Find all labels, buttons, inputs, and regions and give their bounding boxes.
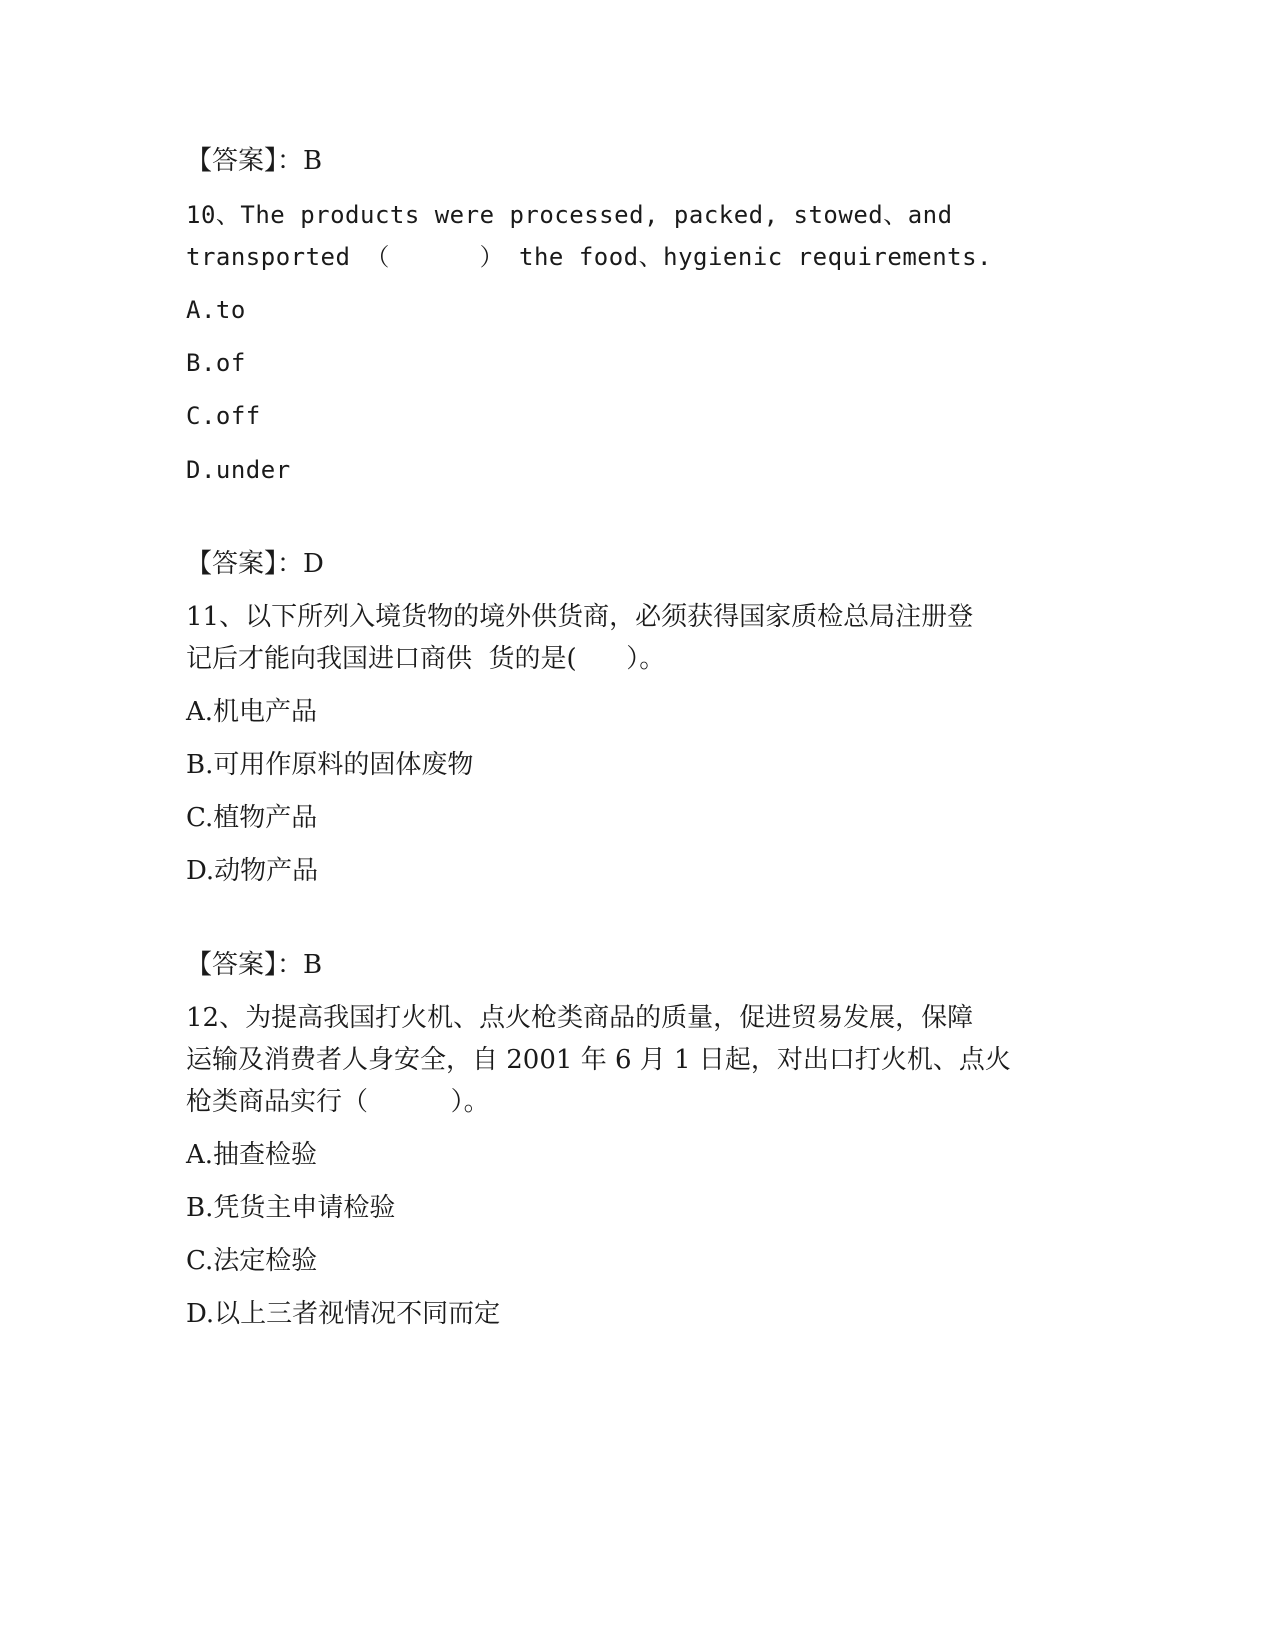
answer-value: D (303, 549, 324, 579)
question-12-option-c: C.法定检验 (186, 1246, 318, 1276)
question-12-line-2: 运输及消费者人身安全，自 2001 年 6 月 1 日起，对出口打火机、点火 (186, 1045, 1011, 1075)
answer-label: 【答案】 (186, 950, 278, 980)
answer-line-q11 (186, 948, 322, 982)
question-11-option-c: C.植物产品 (186, 803, 318, 833)
question-11-option-a: A.机电产品 (186, 697, 318, 727)
answer-line-q9 (186, 144, 322, 178)
question-12-line-1: 12、为提高我国打火机、点火枪类商品的质量，促进贸易发展，保障 (186, 1003, 974, 1033)
question-12-option-b: B.凭货主申请检验 (186, 1193, 396, 1223)
answer-line-q10 (186, 547, 324, 581)
question-11-line-2: 记后才能向我国进口商供 货的是( ）。 (186, 644, 666, 674)
answer-label: 【答案】 (186, 146, 278, 176)
answer-label: 【答案】 (186, 549, 278, 579)
answer-separator: ： (277, 950, 304, 980)
question-12-option-a: A.抽查检验 (186, 1140, 318, 1170)
answer-value: B (303, 950, 323, 980)
question-12-line-3: 枪类商品实行（ ）。 (186, 1087, 490, 1117)
question-10-option-c: C.off (186, 402, 261, 430)
answer-separator: ： (277, 146, 304, 176)
question-11-line-1: 11、以下所列入境货物的境外供货商，必须获得国家质检总局注册登 (186, 602, 974, 632)
answer-separator: ： (277, 549, 304, 579)
question-10-option-d: D.under (186, 456, 291, 484)
question-10-option-b: B.of (186, 349, 246, 377)
question-11-option-d: D.动物产品 (186, 856, 319, 886)
question-11-option-b: B.可用作原料的固体废物 (186, 750, 474, 780)
question-10-line-1: 10、The products were processed, packed, stowed、and (186, 201, 953, 229)
question-12-option-d: D.以上三者视情况不同而定 (186, 1299, 501, 1329)
question-10-option-a: A.to (186, 296, 246, 324)
question-10-line-2: transported （ ） the food、hygienic requirements. (186, 243, 993, 271)
answer-value: B (303, 146, 323, 176)
